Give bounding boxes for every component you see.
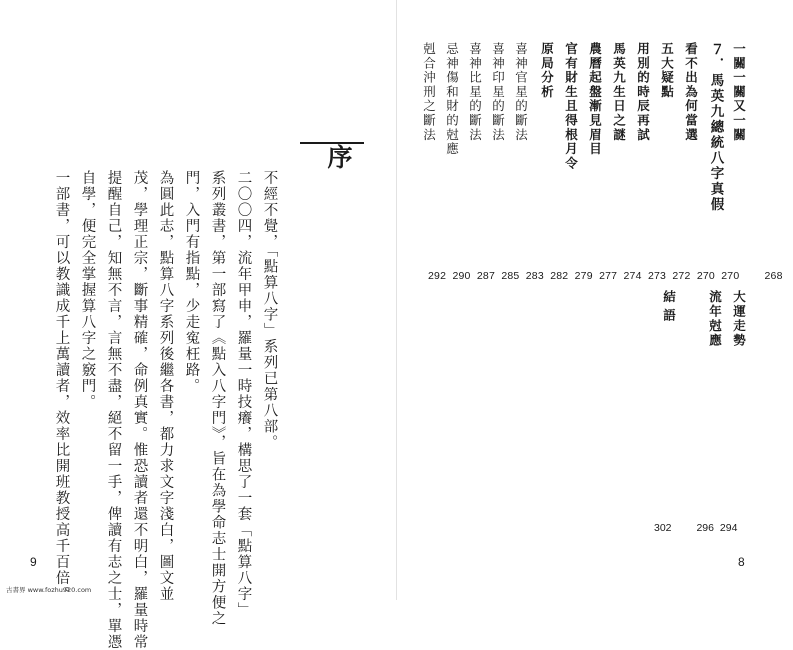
preface-column-2: 二〇〇四，流年甲申，羅量一時技癢，構思了一套「點算八字」 bbox=[235, 170, 252, 618]
toc-lower-page-1: 302 bbox=[654, 522, 672, 534]
toc-item-12: 喜神比星的斷法 bbox=[467, 42, 483, 143]
toc-item-8: 官有財生且得根月令 bbox=[563, 42, 579, 171]
preface-column-5: 為圓此志，點算八字系列後繼各書，都力求文字淺白，圖文並 bbox=[157, 170, 174, 602]
toc-page-11: 272 bbox=[672, 270, 691, 282]
toc-item-1: 一關一關又一關 bbox=[731, 42, 747, 143]
toc-page-1: 292 bbox=[428, 270, 447, 282]
toc-page-9: 274 bbox=[623, 270, 642, 282]
preface-column-4: 門，入門有指點，少走寃枉路。 bbox=[183, 170, 200, 394]
toc-page-14: 268 bbox=[764, 270, 783, 282]
preface-column-6: 茂，學理正宗，斷事精確，命例真實。惟恐讀者還不明白，羅量時常 bbox=[131, 170, 148, 650]
toc-lower-item-2: 流年尅應 bbox=[707, 290, 723, 348]
page-number-right: 8 bbox=[738, 555, 745, 569]
toc-item-14: 剋合沖刑之斷法 bbox=[421, 42, 437, 143]
toc-item-6: 馬英九生日之謎 bbox=[611, 42, 627, 143]
right-page bbox=[396, 0, 793, 600]
toc-page-6: 282 bbox=[550, 270, 569, 282]
toc-page-2: 290 bbox=[452, 270, 471, 282]
preface-title: 序 bbox=[324, 144, 353, 171]
preface-column-8: 自學，便完全掌握算八字之竅門。 bbox=[79, 170, 96, 410]
toc-item-13: 忌神傷和財的尅應 bbox=[444, 42, 460, 157]
toc-item-3: 看不出為何當選 bbox=[683, 42, 699, 143]
preface-column-1: 不經不覺，「點算八字」系列已第八部。 bbox=[261, 170, 278, 451]
toc-lower-item-3: 結語 bbox=[661, 290, 677, 327]
toc-page-7: 279 bbox=[574, 270, 593, 282]
page-number-left: 9 bbox=[30, 555, 37, 569]
toc-item-11: 喜神印星的斷法 bbox=[490, 42, 506, 143]
toc-page-12: 270 bbox=[696, 270, 715, 282]
toc-chapter-title: ７．馬英九總統八字真假 bbox=[707, 42, 724, 213]
preface-column-3: 系列叢書，第一部寫了《點入八字門》，旨在為學命志士開方便之 bbox=[209, 170, 226, 627]
toc-page-8: 277 bbox=[599, 270, 618, 282]
left-page bbox=[0, 0, 396, 650]
preface-column-7: 提醒自己，知無不言，言無不盡，絕不留一手，俾讀有志之士，單憑 bbox=[105, 170, 122, 650]
toc-item-7: 農曆起盤漸見眉目 bbox=[587, 42, 603, 157]
toc-lower-page-numbers bbox=[654, 522, 740, 534]
toc-page-3: 287 bbox=[476, 270, 495, 282]
toc-page-numbers bbox=[428, 270, 786, 282]
toc-lower-page-3: 294 bbox=[719, 522, 738, 534]
toc-lower-item-1: 大運走勢 bbox=[731, 290, 747, 348]
toc-lower-page-2: 296 bbox=[696, 522, 714, 534]
toc-item-4: 五大疑點 bbox=[659, 42, 675, 100]
toc-item-9: 原局分析 bbox=[539, 42, 555, 100]
toc-item-10: 喜神官星的斷法 bbox=[513, 42, 529, 143]
toc-page-10: 273 bbox=[647, 270, 667, 282]
toc-page-4: 285 bbox=[501, 270, 520, 282]
watermark: 古書界 www.fozhu920.com bbox=[6, 586, 92, 594]
toc-page-5: 283 bbox=[525, 270, 544, 282]
toc-page-13: 270 bbox=[721, 270, 740, 282]
toc-item-5: 用別的時辰再試 bbox=[635, 42, 651, 143]
preface-column-9: 一部書，可以教識成千上萬讀者，效率比開班教授高千百倍。 bbox=[53, 170, 70, 602]
